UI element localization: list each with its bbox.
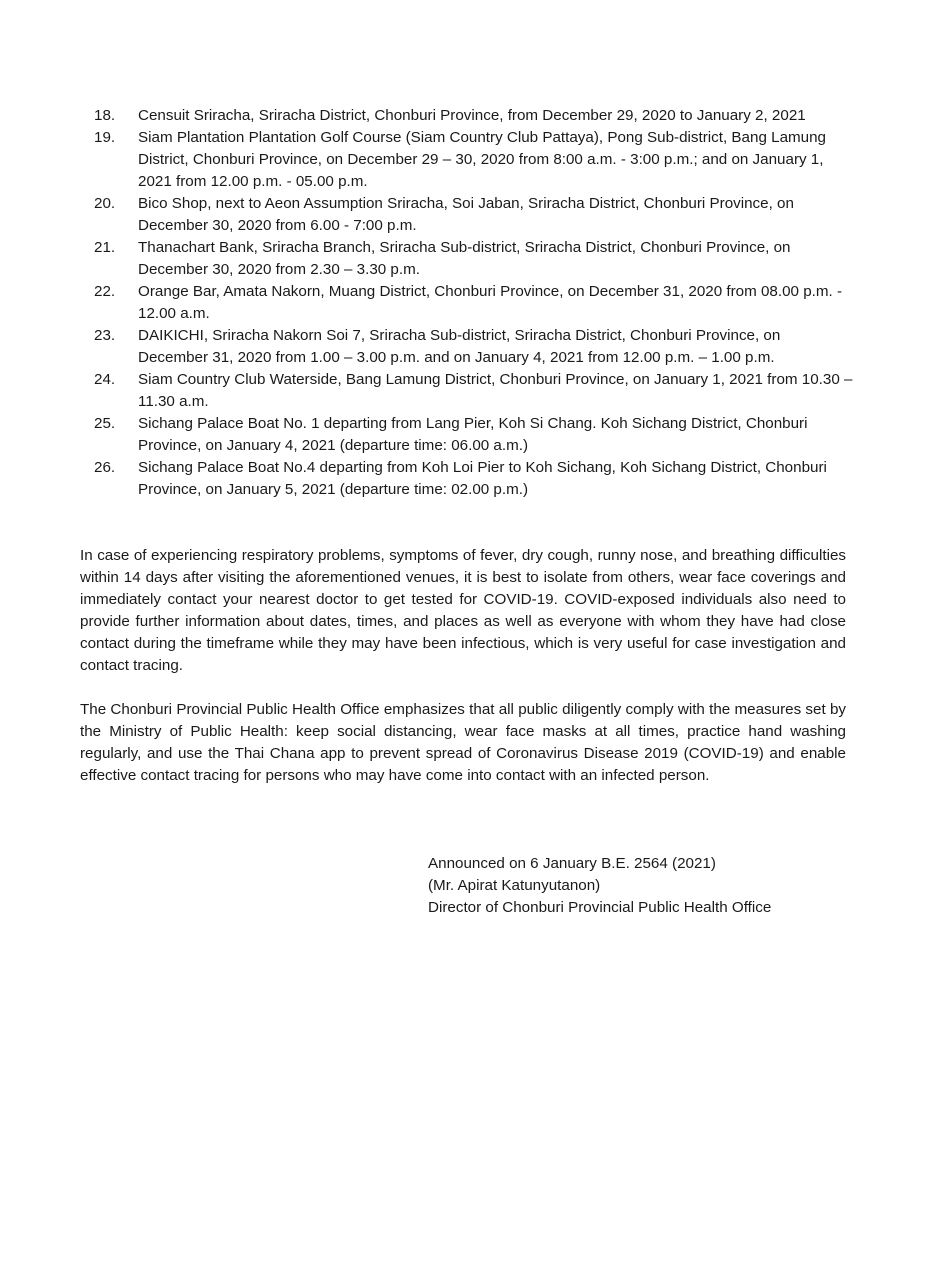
- item-number: 20.: [94, 195, 116, 212]
- item-text: Siam Plantation Plantation Golf Course (Siam Country Club Pattaya), Pong Sub-district, Bang Lamung District, Chonburi Province, on December 29 – 30, 2020 from 8:00 a.m. - 3:00 p.m.; and on January 1, 2021 from 12.00 p.m. - 05.00 p.m.: [138, 129, 827, 190]
- list-item: [94, 105, 854, 127]
- item-number: 18.: [94, 107, 116, 124]
- item-number: 25.: [94, 415, 116, 432]
- list-item: [94, 369, 854, 413]
- symptoms-paragraph: In case of experiencing respiratory problems, symptoms of fever, dry cough, runny nose, and breathing difficulties within 14 days after visiting the aforementioned venues, it is best to isolate from others, wear face coverings and immediately contact your nearest doctor to get tested for COVID-19. COVID-exposed individuals also need to provide further information about dates, times, and places as well as everyone with whom they have had close contact during the timeframe while they may have been infectious, which is very useful for case investigation and contact tracing.: [80, 547, 846, 674]
- item-text: DAIKICHI, Sriracha Nakorn Soi 7, Sriracha Sub-district, Sriracha District, Chonburi Province, on December 31, 2020 from 1.00 – 3.00 p.m. and on January 4, 2021 from 12.00 p.m. – 1.00 p.m.: [138, 327, 781, 366]
- list-item: [94, 457, 854, 501]
- item-text: Bico Shop, next to Aeon Assumption Sriracha, Soi Jaban, Sriracha District, Chonburi Province, on December 30, 2020 from 6.00 - 7:00 p.m.: [138, 195, 794, 234]
- list-item: [94, 193, 854, 237]
- item-number: 24.: [94, 371, 116, 388]
- item-text: Sichang Palace Boat No. 1 departing from Lang Pier, Koh Si Chang. Koh Sichang District, Chonburi Province, on January 4, 2021 (departure time: 06.00 a.m.): [138, 415, 808, 454]
- list-item: [94, 127, 854, 193]
- signatory-title: Director of Chonburi Provincial Public Health Office: [428, 899, 772, 916]
- signatory-name: (Mr. Apirat Katunyutanon): [428, 877, 601, 894]
- item-number: 23.: [94, 327, 116, 344]
- item-number: 19.: [94, 129, 116, 146]
- list-item: [94, 237, 854, 281]
- announcement-date: Announced on 6 January B.E. 2564 (2021): [428, 855, 716, 872]
- item-text: Censuit Sriracha, Sriracha District, Chonburi Province, from December 29, 2020 to January 2, 2021: [138, 107, 806, 124]
- item-text: Orange Bar, Amata Nakorn, Muang District, Chonburi Province, on December 31, 2020 from 08.00 p.m. - 12.00 a.m.: [138, 283, 843, 322]
- item-text: Thanachart Bank, Sriracha Branch, Sriracha Sub-district, Sriracha District, Chonburi Province, on December 30, 2020 from 2.30 – 3.30 p.m.: [138, 239, 791, 278]
- list-item: [94, 413, 854, 457]
- venue-list: [94, 105, 854, 501]
- item-number: 22.: [94, 283, 116, 300]
- emphasis-paragraph: The Chonburi Provincial Public Health Office emphasizes that all public diligently comply with the measures set by the Ministry of Public Health: keep social distancing, wear face masks at all times, practice hand washing regularly, and use the Thai Chana app to prevent spread of Coronavirus Disease 2019 (COVID-19) and enable effective contact tracing for persons who may have come into contact with an infected person.: [80, 701, 846, 784]
- item-number: 26.: [94, 459, 116, 476]
- list-item: [94, 325, 854, 369]
- item-text: Siam Country Club Waterside, Bang Lamung District, Chonburi Province, on January 1, 2021 from 10.30 – 11.30 a.m.: [138, 371, 853, 410]
- item-text: Sichang Palace Boat No.4 departing from Koh Loi Pier to Koh Sichang, Koh Sichang District, Chonburi Province, on January 5, 2021 (departure time: 02.00 p.m.): [138, 459, 827, 498]
- signature-block: [428, 853, 848, 919]
- list-item: [94, 281, 854, 325]
- item-number: 21.: [94, 239, 116, 256]
